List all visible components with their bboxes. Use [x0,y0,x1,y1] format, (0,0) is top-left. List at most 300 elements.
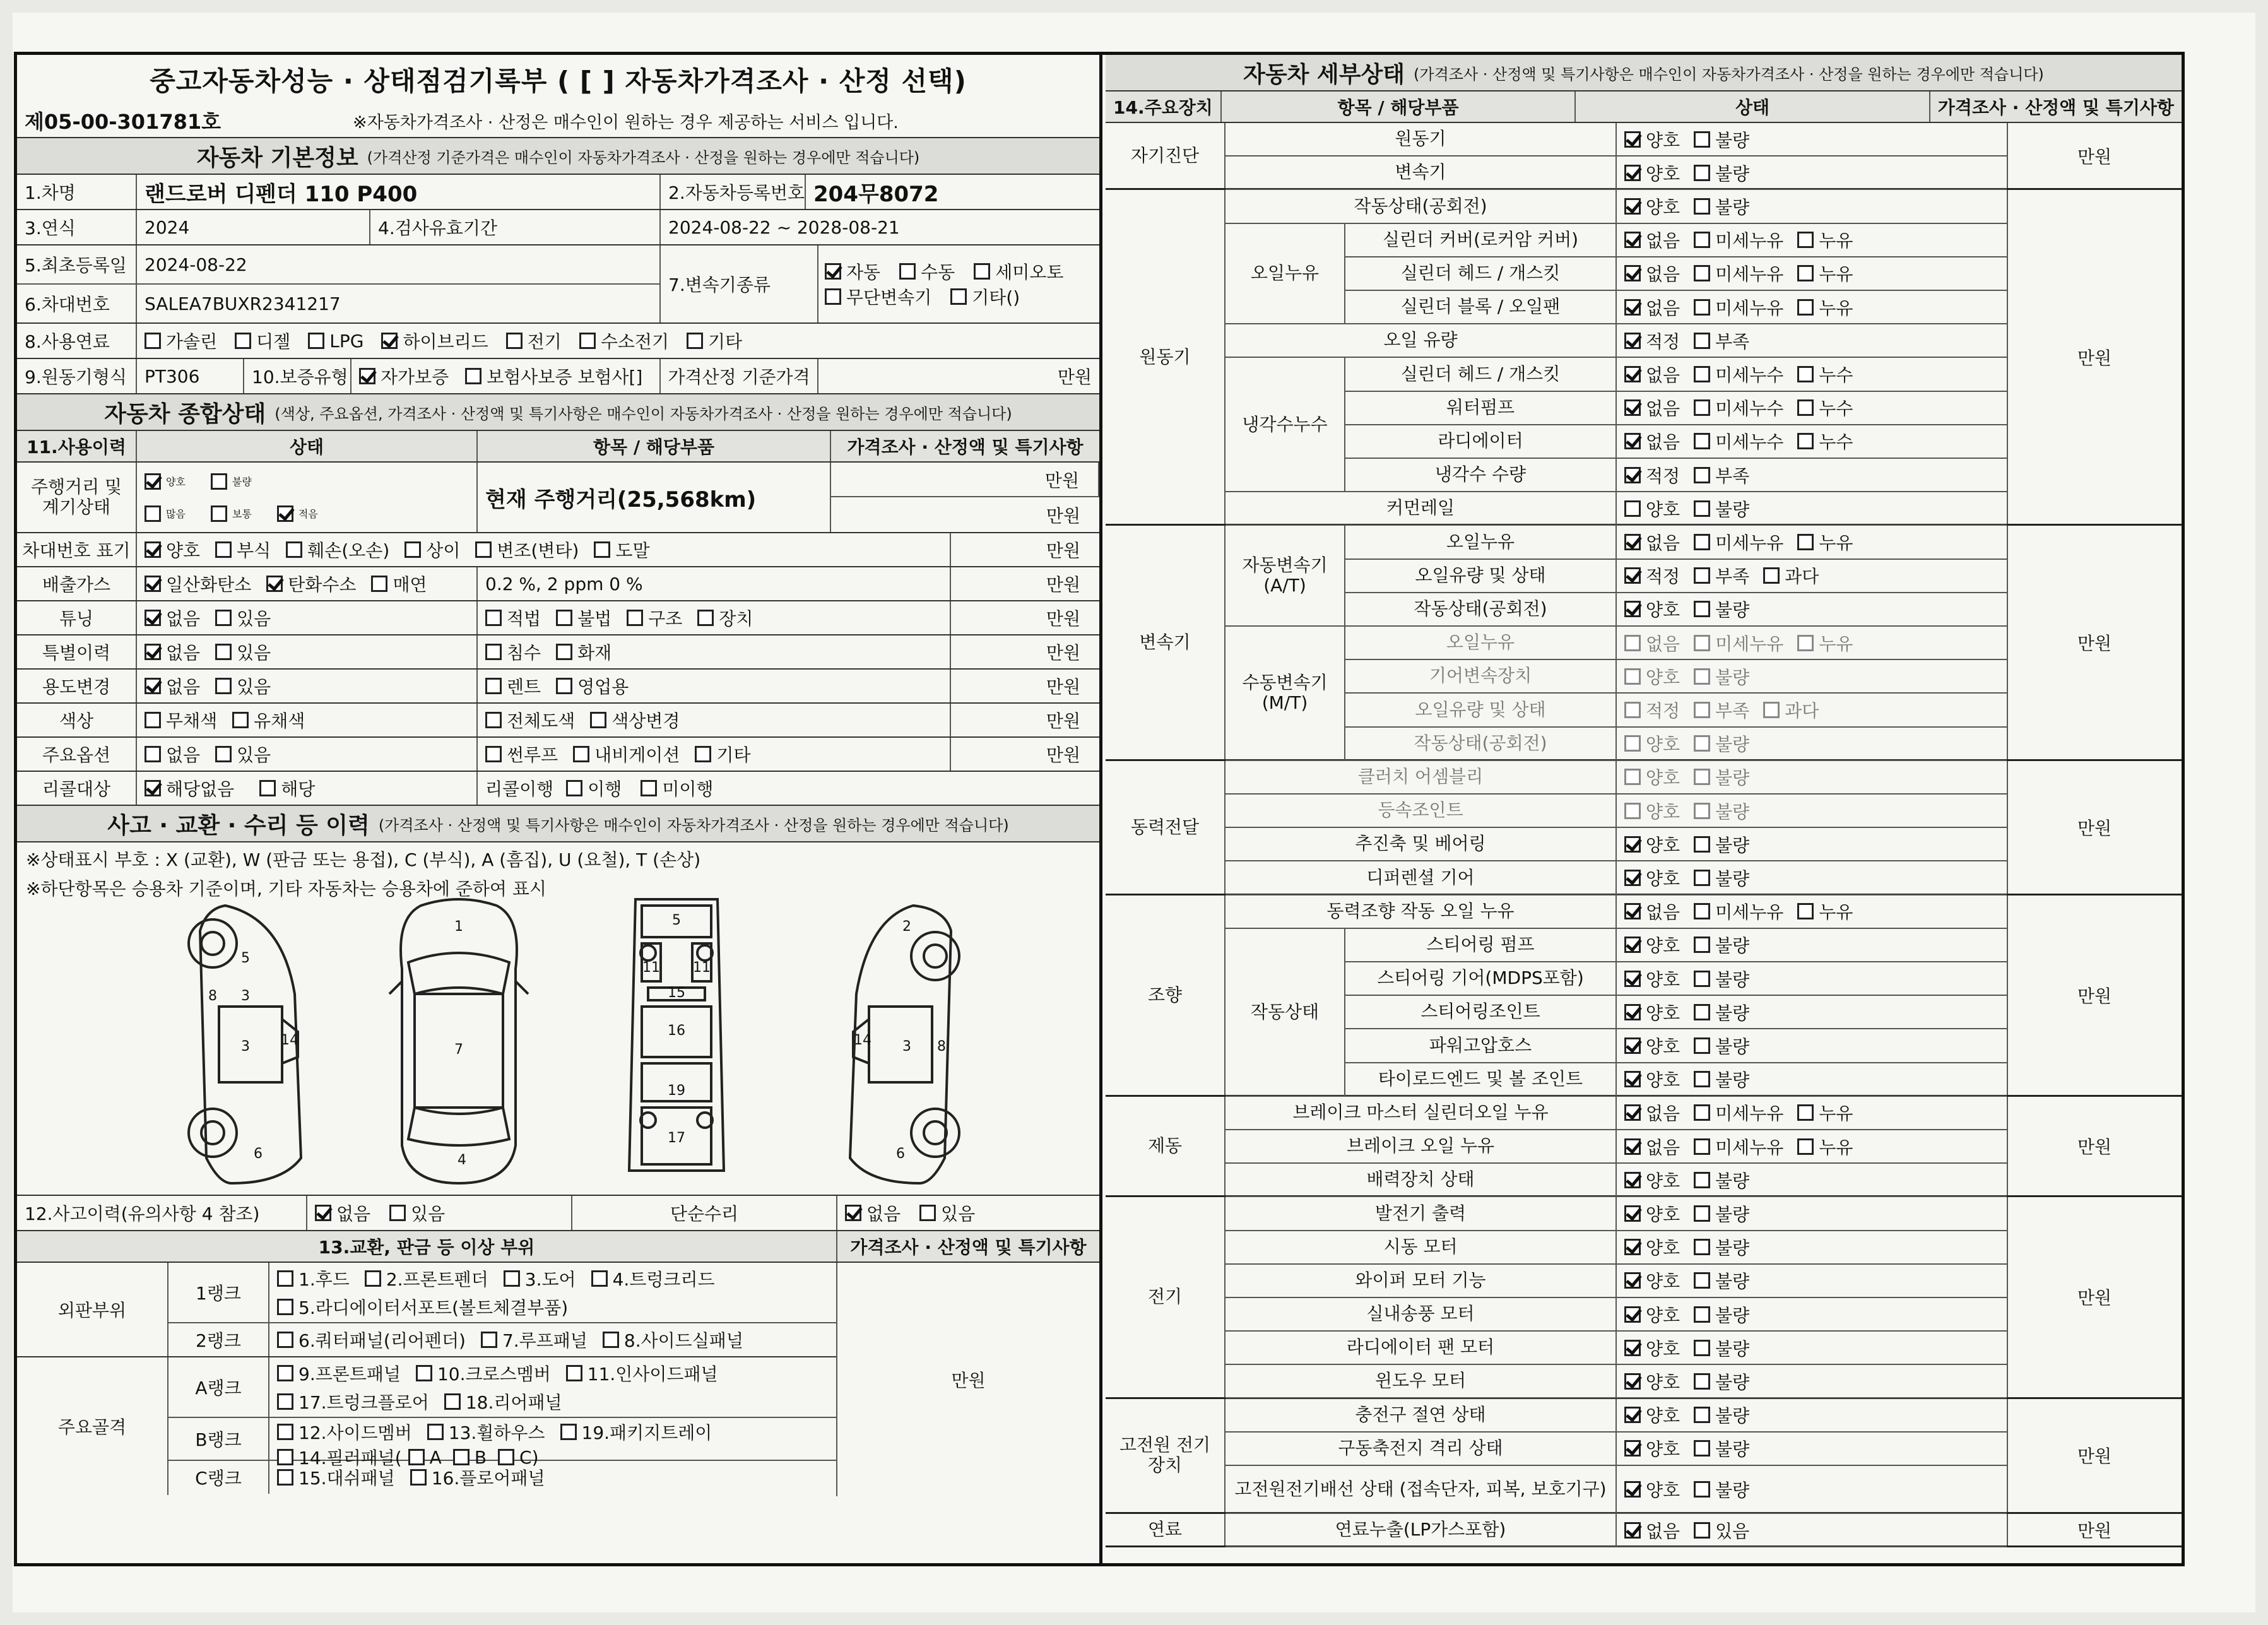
checkbox[interactable] [1624,870,1641,886]
checkbox[interactable] [485,644,502,660]
checkbox[interactable] [1694,1373,1710,1390]
checkbox-option[interactable] [1694,865,1749,890]
checkbox-option[interactable] [1624,227,1680,252]
checkbox[interactable] [277,1393,293,1410]
checkbox[interactable] [416,1365,432,1381]
checkbox-option[interactable] [1624,1436,1680,1461]
checkbox[interactable] [1624,399,1641,416]
checkbox[interactable] [1624,668,1641,685]
checkbox-option[interactable] [211,505,252,522]
checkbox[interactable] [1624,1306,1641,1323]
checkbox[interactable] [277,1469,293,1486]
checkbox[interactable] [277,1299,293,1315]
checkbox[interactable] [1624,769,1641,785]
checkbox-option[interactable] [444,1389,562,1414]
checkbox-option[interactable] [215,605,271,630]
checkbox-option[interactable] [481,1327,588,1352]
checkbox[interactable] [145,712,161,728]
checkbox[interactable] [1624,165,1641,181]
checkbox-option[interactable] [1694,328,1749,353]
checkbox-option[interactable] [1694,1134,1783,1159]
checkbox[interactable] [603,1332,619,1348]
checkbox-option[interactable] [485,673,541,699]
checkbox-option[interactable] [1624,1402,1680,1427]
checkbox-option[interactable] [145,776,234,801]
checkbox-option[interactable] [365,1266,488,1291]
checkbox[interactable] [1694,601,1710,617]
checkbox[interactable] [1694,1481,1710,1498]
checkbox[interactable] [1694,803,1710,819]
checkbox[interactable] [1624,500,1641,517]
checkbox-option[interactable] [475,537,579,562]
checkbox[interactable] [1624,903,1641,919]
checkbox[interactable] [1624,601,1641,617]
checkbox-option[interactable] [1694,563,1749,588]
checkbox[interactable] [215,541,232,558]
checkbox-option[interactable] [974,259,1063,284]
checkbox-option[interactable] [1694,697,1749,723]
checkbox[interactable] [1694,165,1710,181]
checkbox[interactable] [215,644,232,660]
checkbox[interactable] [1624,1373,1641,1390]
checkbox[interactable] [145,576,161,592]
checkbox-option[interactable] [308,331,363,352]
checkbox-option[interactable] [215,673,271,699]
checkbox-option[interactable] [1694,731,1749,756]
checkbox-option[interactable] [1694,1302,1749,1327]
checkbox-option[interactable] [825,259,880,284]
checkbox[interactable] [845,1205,861,1221]
checkbox-option[interactable] [145,537,200,562]
checkbox[interactable] [566,780,582,796]
checkbox-option[interactable] [1624,596,1680,622]
checkbox[interactable] [145,541,161,558]
checkbox-option[interactable] [1694,194,1749,219]
checkbox[interactable] [919,1205,936,1221]
checkbox-option[interactable] [485,742,558,767]
checkbox-option[interactable] [277,1361,401,1386]
checkbox-option[interactable] [277,1465,395,1490]
checkbox[interactable] [211,505,227,522]
checkbox[interactable] [277,1332,293,1348]
checkbox[interactable] [145,610,161,626]
checkbox-option[interactable] [1797,899,1853,924]
checkbox[interactable] [1694,1172,1710,1188]
checkbox-option[interactable] [1624,865,1680,890]
checkbox-option[interactable] [1624,832,1680,857]
checkbox-option[interactable] [145,605,200,630]
checkbox-option[interactable] [1624,295,1680,320]
checkbox[interactable] [1624,803,1641,819]
checkbox-option[interactable] [277,1294,568,1320]
checkbox[interactable] [1624,1104,1641,1121]
checkbox[interactable] [1694,198,1710,215]
checkbox[interactable] [695,746,711,762]
checkbox-option[interactable] [145,639,200,665]
checkbox-option[interactable] [277,1389,429,1414]
checkbox[interactable] [444,1393,461,1410]
checkbox[interactable] [560,1424,577,1440]
checkbox[interactable] [1624,1071,1641,1087]
checkbox-option[interactable] [566,776,622,801]
checkbox[interactable] [591,1270,608,1287]
checkbox-option[interactable] [381,328,488,353]
checkbox[interactable] [641,780,657,796]
checkbox-option[interactable] [1694,798,1749,824]
checkbox[interactable] [1694,1037,1710,1054]
checkbox-option[interactable] [573,742,680,767]
checkbox[interactable] [573,746,589,762]
checkbox[interactable] [277,1365,293,1381]
checkbox-option[interactable] [1694,1518,1749,1543]
checkbox[interactable] [1624,735,1641,752]
checkbox[interactable] [1694,668,1710,685]
checkbox[interactable] [232,712,249,728]
checkbox-option[interactable] [579,328,669,353]
checkbox-option[interactable] [1624,1518,1680,1543]
checkbox[interactable] [410,1469,427,1486]
checkbox[interactable] [1624,1138,1641,1155]
checkbox[interactable] [1624,1440,1641,1457]
checkbox-option[interactable] [1624,1369,1680,1394]
checkbox-option[interactable] [1694,1234,1749,1260]
checkbox-option[interactable] [1694,261,1783,286]
checkbox[interactable] [1694,1407,1710,1423]
checkbox-option[interactable] [1624,127,1680,152]
checkbox[interactable] [1694,1440,1710,1457]
checkbox[interactable] [1624,534,1641,550]
checkbox[interactable] [1797,534,1814,550]
checkbox-option[interactable] [1624,194,1680,219]
checkbox[interactable] [556,610,572,626]
checkbox-option[interactable] [1694,428,1783,454]
checkbox-option[interactable] [389,1200,445,1226]
checkbox-option[interactable] [1624,764,1680,789]
checkbox[interactable] [1694,333,1710,349]
checkbox-option[interactable] [1694,362,1783,387]
checkbox-option[interactable] [485,605,541,630]
checkbox[interactable] [1797,635,1814,651]
checkbox[interactable] [286,541,302,558]
checkbox-option[interactable] [277,505,318,522]
checkbox[interactable] [1694,433,1710,449]
checkbox-option[interactable] [215,742,271,767]
checkbox-option[interactable] [950,284,1020,309]
checkbox-option[interactable] [1694,1369,1749,1394]
checkbox-option[interactable] [286,537,389,562]
checkbox-option[interactable] [560,1419,712,1445]
checkbox[interactable] [1694,1138,1710,1155]
checkbox[interactable] [1624,1004,1641,1020]
checkbox[interactable] [277,1270,293,1287]
checkbox-option[interactable] [1694,1201,1749,1226]
checkbox-option[interactable] [1694,496,1749,521]
checkbox[interactable] [145,644,161,660]
checkbox[interactable] [1624,333,1641,349]
checkbox-option[interactable] [1797,529,1853,555]
checkbox[interactable] [590,712,606,728]
checkbox[interactable] [1624,433,1641,449]
checkbox-option[interactable] [1797,395,1853,420]
checkbox[interactable] [1694,870,1710,886]
checkbox-option[interactable] [1624,261,1680,286]
checkbox-option[interactable] [145,742,200,767]
checkbox-option[interactable] [277,1266,350,1291]
checkbox[interactable] [1797,265,1814,281]
checkbox-option[interactable] [695,742,750,767]
checkbox-option[interactable] [506,328,562,353]
checkbox[interactable] [453,1449,470,1465]
checkbox[interactable] [1694,903,1710,919]
checkbox[interactable] [427,1424,444,1440]
checkbox[interactable] [308,333,324,349]
checkbox-option[interactable] [145,571,251,596]
checkbox-option[interactable] [1797,227,1853,252]
checkbox[interactable] [485,712,502,728]
checkbox-option[interactable] [1624,1134,1680,1159]
checkbox-option[interactable] [1624,731,1680,756]
checkbox-option[interactable] [1694,1167,1749,1193]
checkbox-option[interactable] [1624,664,1680,689]
checkbox[interactable] [1694,735,1710,752]
checkbox[interactable] [579,333,596,349]
checkbox[interactable] [277,505,293,522]
checkbox-option[interactable] [627,605,682,630]
checkbox[interactable] [145,780,161,796]
checkbox[interactable] [215,678,232,694]
checkbox-option[interactable] [1624,496,1680,521]
checkbox-option[interactable] [1694,966,1749,991]
checkbox-option[interactable] [1694,529,1783,555]
checkbox-option[interactable] [697,605,753,630]
checkbox[interactable] [235,333,251,349]
checkbox-option[interactable] [277,1419,412,1445]
checkbox-option[interactable] [1624,428,1680,454]
checkbox[interactable] [1763,702,1780,718]
checkbox[interactable] [211,473,227,490]
checkbox[interactable] [1694,836,1710,853]
checkbox[interactable] [1624,1522,1641,1539]
checkbox-option[interactable] [405,537,460,562]
checkbox-option[interactable] [145,707,217,733]
checkbox[interactable] [1694,232,1710,248]
checkbox[interactable] [697,610,714,626]
checkbox-option[interactable] [1694,160,1749,186]
checkbox-option[interactable] [1797,261,1853,286]
checkbox[interactable] [1797,1138,1814,1155]
checkbox-option[interactable] [1694,932,1749,957]
checkbox[interactable] [408,1449,425,1465]
checkbox[interactable] [1694,1306,1710,1323]
checkbox-option[interactable] [1694,463,1749,488]
checkbox[interactable] [277,1424,293,1440]
checkbox-option[interactable] [919,1200,975,1226]
checkbox[interactable] [1624,467,1641,483]
checkbox[interactable] [1797,1104,1814,1121]
checkbox[interactable] [1624,567,1641,584]
checkbox-option[interactable] [1624,362,1680,387]
checkbox-option[interactable] [566,1361,718,1386]
checkbox-option[interactable] [1797,1100,1853,1125]
checkbox-option[interactable] [1694,899,1783,924]
checkbox-option[interactable] [1624,160,1680,186]
checkbox[interactable] [1624,299,1641,316]
checkbox-option[interactable] [1624,1477,1680,1502]
checkbox-option[interactable] [1624,1302,1680,1327]
checkbox-option[interactable] [1624,1335,1680,1361]
checkbox[interactable] [1624,265,1641,281]
checkbox-option[interactable] [259,776,315,801]
checkbox-option[interactable] [641,776,713,801]
checkbox-option[interactable] [1797,295,1853,320]
checkbox-option[interactable] [1763,697,1819,723]
checkbox-option[interactable] [211,473,252,490]
checkbox-option[interactable] [845,1200,901,1226]
checkbox[interactable] [1624,836,1641,853]
checkbox[interactable] [145,505,161,522]
checkbox-option[interactable] [266,571,356,596]
checkbox[interactable] [1624,1205,1641,1222]
checkbox-option[interactable] [1797,630,1853,656]
checkbox[interactable] [1694,131,1710,148]
checkbox[interactable] [899,263,916,280]
checkbox-option[interactable] [1624,966,1680,991]
checkbox[interactable] [215,746,232,762]
checkbox-option[interactable] [465,363,642,389]
checkbox[interactable] [506,333,523,349]
checkbox[interactable] [1624,635,1641,651]
checkbox-option[interactable] [145,473,186,490]
checkbox[interactable] [1694,971,1710,987]
checkbox-option[interactable] [1694,596,1749,622]
checkbox[interactable] [1797,299,1814,316]
checkbox[interactable] [145,678,161,694]
checkbox-option[interactable] [1624,328,1680,353]
checkbox[interactable] [1797,399,1814,416]
checkbox[interactable] [1694,702,1710,718]
checkbox[interactable] [1624,971,1641,987]
checkbox[interactable] [315,1205,331,1221]
checkbox-option[interactable] [556,639,611,665]
checkbox-option[interactable] [1624,463,1680,488]
checkbox[interactable] [1624,131,1641,148]
checkbox-option[interactable] [591,1266,715,1291]
checkbox-option[interactable] [1624,1234,1680,1260]
checkbox[interactable] [504,1270,520,1287]
checkbox[interactable] [475,541,492,558]
checkbox[interactable] [266,576,283,592]
checkbox[interactable] [371,576,387,592]
checkbox[interactable] [1694,534,1710,550]
checkbox[interactable] [825,288,841,305]
checkbox[interactable] [481,1332,497,1348]
checkbox-option[interactable] [215,639,271,665]
checkbox[interactable] [1694,366,1710,382]
checkbox[interactable] [1624,1481,1641,1498]
checkbox[interactable] [1694,467,1710,483]
checkbox-option[interactable] [556,673,629,699]
checkbox-option[interactable] [1694,227,1783,252]
checkbox-option[interactable] [590,707,680,733]
checkbox[interactable] [465,368,481,384]
checkbox-option[interactable] [1624,1167,1680,1193]
checkbox-option[interactable] [1624,1100,1680,1125]
checkbox-option[interactable] [1694,1000,1749,1025]
checkbox-option[interactable] [1624,529,1680,555]
checkbox-option[interactable] [825,284,931,309]
checkbox-option[interactable] [215,537,271,562]
checkbox[interactable] [1694,1522,1710,1539]
checkbox[interactable] [1624,1340,1641,1356]
checkbox-option[interactable] [1694,1335,1749,1361]
checkbox-option[interactable] [1624,395,1680,420]
checkbox-option[interactable] [1624,630,1680,656]
checkbox[interactable] [1624,1407,1641,1423]
checkbox-option[interactable] [1624,932,1680,957]
checkbox-option[interactable] [603,1327,743,1352]
checkbox-option[interactable] [1694,832,1749,857]
checkbox[interactable] [1763,567,1780,584]
checkbox[interactable] [381,333,398,349]
checkbox[interactable] [687,333,703,349]
checkbox[interactable] [145,746,161,762]
checkbox-option[interactable] [1624,899,1680,924]
checkbox-option[interactable] [235,328,290,353]
checkbox-option[interactable] [1797,428,1853,454]
checkbox[interactable] [1694,937,1710,953]
checkbox[interactable] [485,610,502,626]
checkbox[interactable] [1624,232,1641,248]
checkbox[interactable] [1624,1272,1641,1289]
checkbox-option[interactable] [315,1200,370,1226]
checkbox-option[interactable] [410,1465,545,1490]
checkbox-option[interactable] [1694,1067,1749,1092]
checkbox-option[interactable] [1624,1000,1680,1025]
checkbox[interactable] [485,746,502,762]
checkbox-option[interactable] [371,571,427,596]
checkbox[interactable] [485,678,502,694]
checkbox-option[interactable] [899,259,955,284]
checkbox[interactable] [1797,232,1814,248]
checkbox-option[interactable] [145,505,186,522]
checkbox[interactable] [365,1270,381,1287]
checkbox-option[interactable] [1624,697,1680,723]
checkbox[interactable] [1694,1071,1710,1087]
checkbox-option[interactable] [1694,1100,1783,1125]
checkbox-option[interactable] [1624,1033,1680,1058]
checkbox-option[interactable] [1694,1477,1749,1502]
checkbox-option[interactable] [1694,764,1749,789]
checkbox[interactable] [1624,937,1641,953]
checkbox[interactable] [627,610,643,626]
checkbox-option[interactable] [1694,664,1749,689]
checkbox-option[interactable] [556,605,611,630]
checkbox[interactable] [405,541,421,558]
checkbox-option[interactable] [1694,1436,1749,1461]
checkbox[interactable] [1694,399,1710,416]
checkbox[interactable] [1694,769,1710,785]
checkbox[interactable] [498,1449,514,1465]
checkbox[interactable] [1694,500,1710,517]
checkbox[interactable] [277,1449,293,1465]
checkbox-option[interactable] [1624,1268,1680,1293]
checkbox-option[interactable] [504,1266,576,1291]
checkbox[interactable] [1694,1272,1710,1289]
checkbox[interactable] [1694,1104,1710,1121]
checkbox-option[interactable] [1624,1067,1680,1092]
checkbox[interactable] [1797,366,1814,382]
checkbox-option[interactable] [1797,362,1853,387]
